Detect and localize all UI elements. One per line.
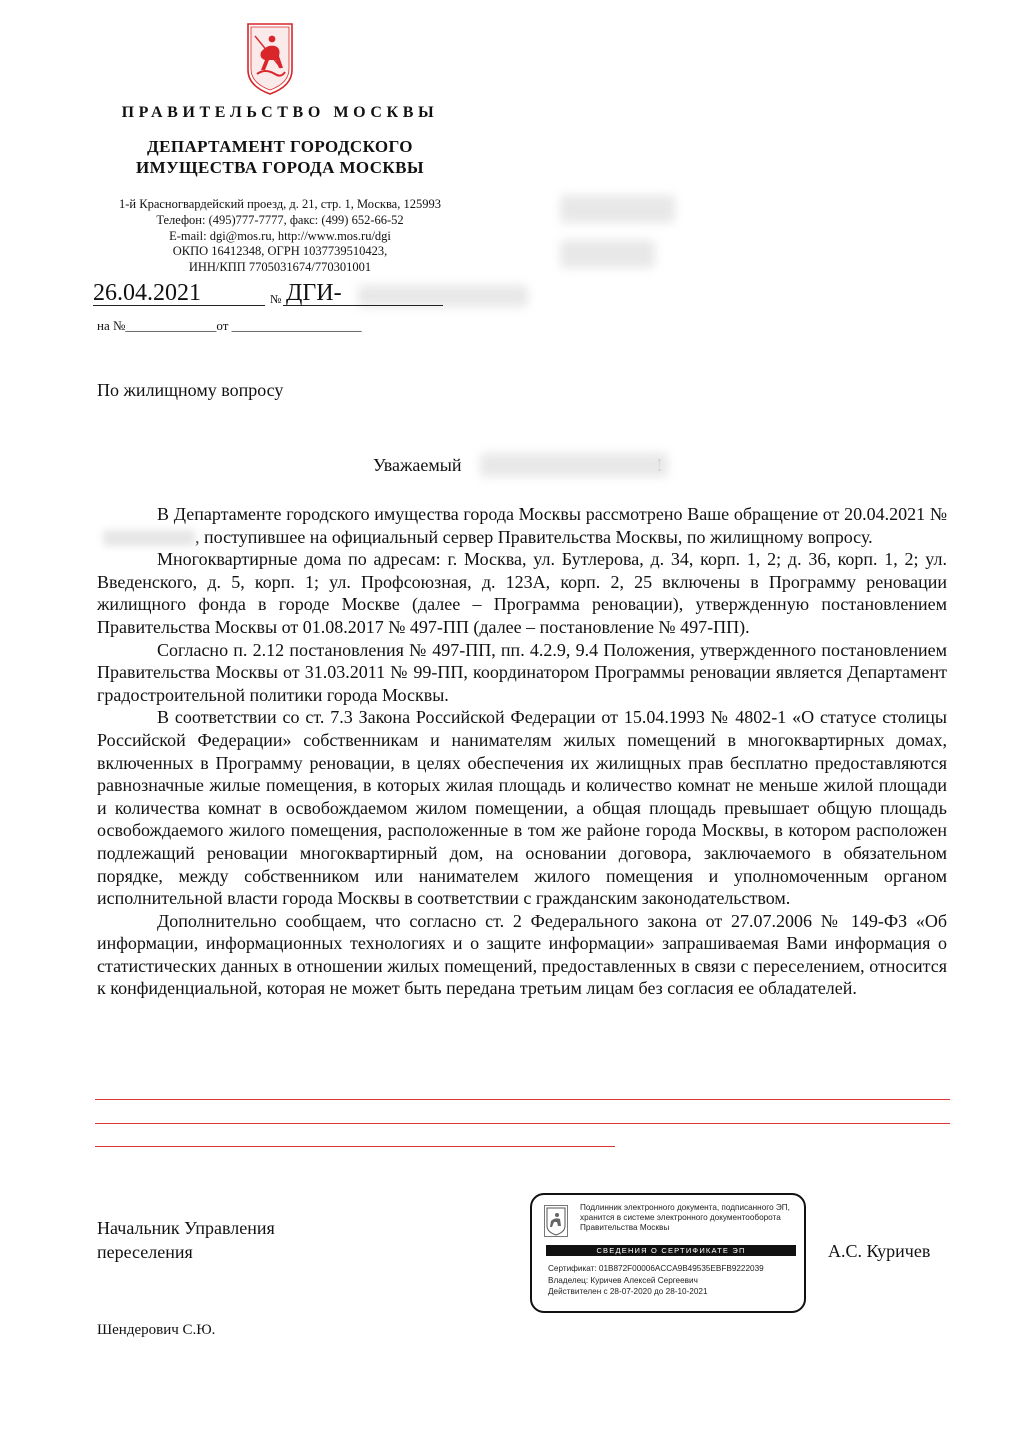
paragraph-1: В Департаменте городского имущества города Москвы рассмотрено Ваше обращение от 20.04.2021 №, поступившее на официальный сервер Правительства Москвы, по жилищному вопросу. xyxy=(97,503,947,548)
document-number-prefix: ДГИ- xyxy=(286,280,342,306)
department-line-2: ИМУЩЕСТВА ГОРОДА МОСКВЫ xyxy=(136,158,424,177)
redacted-recipient-2 xyxy=(560,240,655,268)
government-title: ПРАВИТЕЛЬСТВО МОСКВЫ xyxy=(121,104,439,121)
certificate-owner: Владелец: Куричев Алексей Сергеевич xyxy=(548,1275,698,1285)
moscow-coat-of-arms-icon xyxy=(245,22,295,96)
highlight-underline-1 xyxy=(95,1099,950,1100)
okpo-line: ОКПО 16412348, ОГРН 1037739510423, xyxy=(172,244,388,259)
certificate-number: Сертификат: 01B872F00006ACCA9B49535EBFB9222039 xyxy=(548,1264,764,1273)
highlight-underline-3 xyxy=(95,1146,615,1147)
redacted-recipient-1 xyxy=(560,195,675,223)
email-line: E-mail: dgi@mos.ru, http://www.mos.ru/dgi xyxy=(169,228,391,243)
letter-body xyxy=(97,503,947,1000)
department-address xyxy=(85,197,475,276)
position-line-1: Начальник Управления xyxy=(97,1218,275,1238)
letter-subject: По жилищному вопросу xyxy=(97,380,284,400)
greeting-word: Уважаемый xyxy=(373,455,462,475)
paragraph-4: В соответствии со ст. 7.3 Закона Российской Федерации от 15.04.1993 № 4802-1 «О статусе столицы Российской Федерации» собственникам и нанимателям жилых помещений в многоквартирных домах, включенных в Программу реновации, в целях обеспечения их жилищных прав бесплатно предоставляются равнозначные жилые помещения, в которых жилая площадь и количество комнат не меньше жилой площади и количества комнат в освобождаемом жилом помещении, а общая площадь превышает общую площадь освобождаемого жилого помещения, расположенные в том же районе города Москвы, в котором расположен подлежащий реновации многоквартирный дом, на основании договора, заключаемого в обязательном порядке, между собственником или нанимателем жилого помещения и уполномоченным органом исполнительной власти города Москвы в соответствии с гражданским законодательством. xyxy=(97,707,947,909)
inn-line: ИНН/КПП 7705031674/770301001 xyxy=(188,260,372,275)
address-line: 1-й Красногвардейский проезд, д. 21, стр. 1, Москва, 125993 xyxy=(119,197,441,211)
signatory-name: А.С. Куричев xyxy=(828,1241,931,1261)
certificate-details xyxy=(548,1263,764,1298)
department-title xyxy=(95,136,465,178)
paragraph-3: Согласно п. 2.12 постановления № 497-ПП, пп. 4.2.9, 9.4 Положения, утвержденного постановлением Правительства Москвы от 31.03.2011 № 99-ПП, координатором Программы реновации является Департамент градостроительной политики города Москвы. xyxy=(97,639,947,705)
reply-reference-line: на №______________от ____________________ xyxy=(97,318,362,333)
redacted-document-number xyxy=(358,285,528,307)
number-underline xyxy=(283,305,443,306)
redacted-addressee-name xyxy=(480,453,668,477)
certificate-header-bar: СВЕДЕНИЯ О СЕРТИФИКАТЕ ЭП xyxy=(546,1245,796,1256)
position-line-2: переселения xyxy=(97,1242,193,1262)
electronic-signature-stamp xyxy=(530,1193,806,1313)
number-sign: № xyxy=(270,292,282,306)
document-date: 26.04.2021 xyxy=(93,280,201,306)
paragraph-5: Дополнительно сообщаем, что согласно ст. 2 Федерального закона от 27.07.2006 № 149-ФЗ «Об информации, информационных технологиях и о защите информации» запрашиваемая Вами информация о статистических данных в отношении жилых помещений, предоставленных в связи с переселением, относится к конфиденциальной, которая не может быть передана третьим лицам без согласия ее обладателей. xyxy=(97,910,947,999)
paragraph-2: Многоквартирные дома по адресам: г. Москва, ул. Бутлерова, д. 34, корп. 1, 2; д. 36, корп. 1, 2; ул. Введенского, д. 5, корп. 1; ул. Профсоюзная, д. 123А, корп. 2, 25 включены в Программу реновации жилищного фонда в городе Москве (далее – Программа реновации), утвержденную постановлением Правительства Москвы от 01.08.2017 № 497-ПП (далее – постановление № 497-ПП). xyxy=(97,549,947,637)
phone-line: Телефон: (495)777-7777, факс: (499) 652-66-52 xyxy=(156,212,404,227)
stamp-text: Подлинник электронного документа, подписанного ЭП, хранится в системе электронного документооборота Правительства Москвы xyxy=(580,1203,790,1232)
signatory-position xyxy=(97,1216,275,1264)
moscow-emblem-icon xyxy=(544,1205,568,1237)
executor-name: Шендерович С.Ю. xyxy=(97,1322,216,1338)
date-underline xyxy=(93,305,265,306)
department-line-1: ДЕПАРТАМЕНТ ГОРОДСКОГО xyxy=(147,137,413,156)
certificate-validity: Действителен с 28-07-2020 до 28-10-2021 xyxy=(548,1287,708,1296)
highlight-underline-2 xyxy=(95,1123,950,1124)
